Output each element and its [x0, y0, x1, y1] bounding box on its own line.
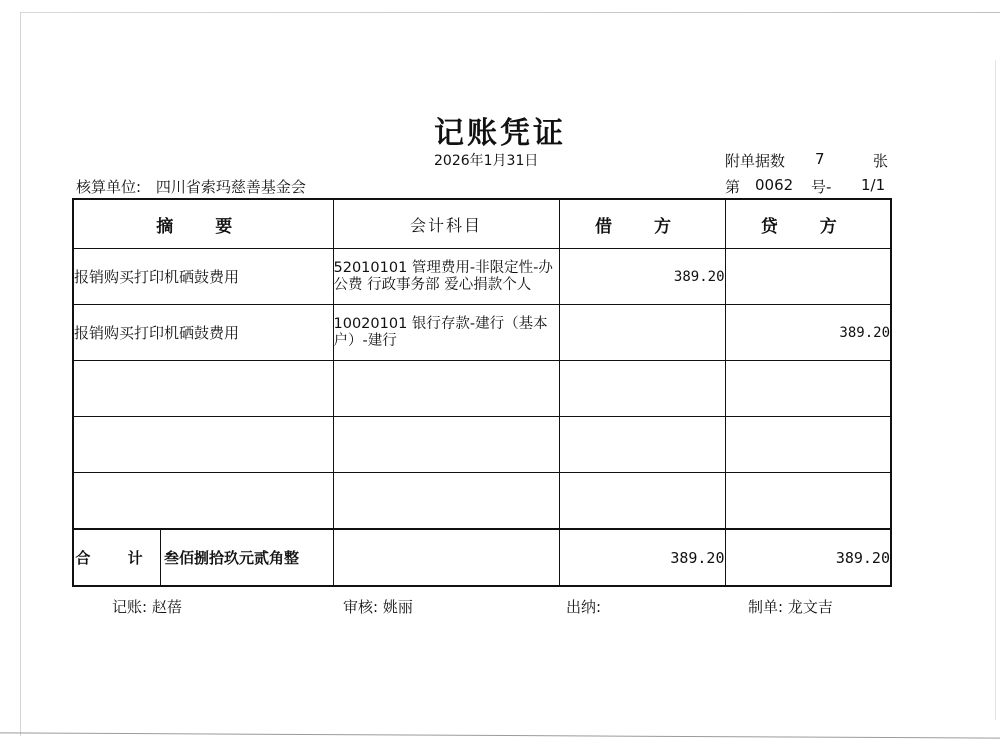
bookkeeper-signature: 记账: 赵蓓 — [112, 598, 182, 616]
row-credit: 389.20 — [725, 305, 891, 361]
row-summary — [73, 473, 333, 530]
row-debit — [559, 473, 725, 530]
row-account — [333, 361, 559, 417]
row-account: 10020101 银行存款-建行（基本户）-建行 — [333, 305, 559, 361]
row-summary: 报销购买打印机硒鼓费用 — [73, 249, 333, 305]
attachments-info — [725, 150, 890, 171]
row-account — [333, 473, 559, 530]
total-label: 合 计 — [74, 530, 161, 585]
row-credit — [725, 249, 891, 305]
total-account-blank — [333, 529, 559, 586]
table-row — [73, 473, 891, 530]
scan-edge — [995, 60, 996, 720]
scan-edge — [0, 732, 1000, 738]
row-summary — [73, 361, 333, 417]
row-debit: 389.20 — [559, 249, 725, 305]
total-debit: 389.20 — [559, 529, 725, 586]
voucher-table — [72, 198, 892, 587]
total-amount-in-words: 叁佰捌拾玖元贰角整 — [164, 549, 300, 567]
table-row — [73, 417, 891, 473]
header-account: 会计科目 — [333, 199, 559, 249]
cashier-signature: 出纳: — [566, 598, 602, 616]
voucher-title: 记账凭证 — [434, 116, 566, 151]
table-row — [73, 249, 891, 305]
row-credit — [725, 473, 891, 530]
org-name: 四川省索玛慈善基金会 — [155, 178, 306, 196]
row-credit — [725, 361, 891, 417]
voucher-no-prefix: 第 — [725, 178, 741, 196]
total-row — [73, 529, 891, 586]
row-debit — [559, 417, 725, 473]
row-account — [333, 417, 559, 473]
table-header-row — [73, 199, 891, 249]
row-summary: 报销购买打印机硒鼓费用 — [73, 305, 333, 361]
header-summary: 摘 要 — [73, 199, 333, 249]
reviewer-signature: 审核: 姚丽 — [343, 598, 413, 616]
voucher-no-suffix: 号- — [811, 178, 832, 196]
row-debit — [559, 361, 725, 417]
header-credit: 贷 方 — [725, 199, 891, 249]
attachments-unit: 张 — [873, 152, 889, 170]
table-row — [73, 305, 891, 361]
preparer-signature: 制单: 龙文吉 — [748, 598, 833, 616]
row-debit — [559, 305, 725, 361]
row-summary — [73, 417, 333, 473]
row-account: 52010101 管理费用-非限定性-办公费 行政事务部 爱心捐款个人 — [333, 249, 559, 305]
org-line — [76, 176, 306, 197]
voucher-no-value: 0062 — [755, 176, 794, 194]
total-cell — [73, 529, 333, 586]
org-label: 核算单位: — [76, 178, 142, 196]
voucher-page: 1/1 — [861, 176, 886, 194]
attachments-count: 7 — [815, 150, 825, 168]
attachments-label: 附单据数 — [725, 152, 786, 170]
voucher-date: 2026年1月31日 — [434, 153, 539, 169]
total-credit: 389.20 — [725, 529, 891, 586]
row-credit — [725, 417, 891, 473]
header-debit: 借 方 — [559, 199, 725, 249]
scan-edge — [20, 12, 1000, 13]
table-row — [73, 361, 891, 417]
